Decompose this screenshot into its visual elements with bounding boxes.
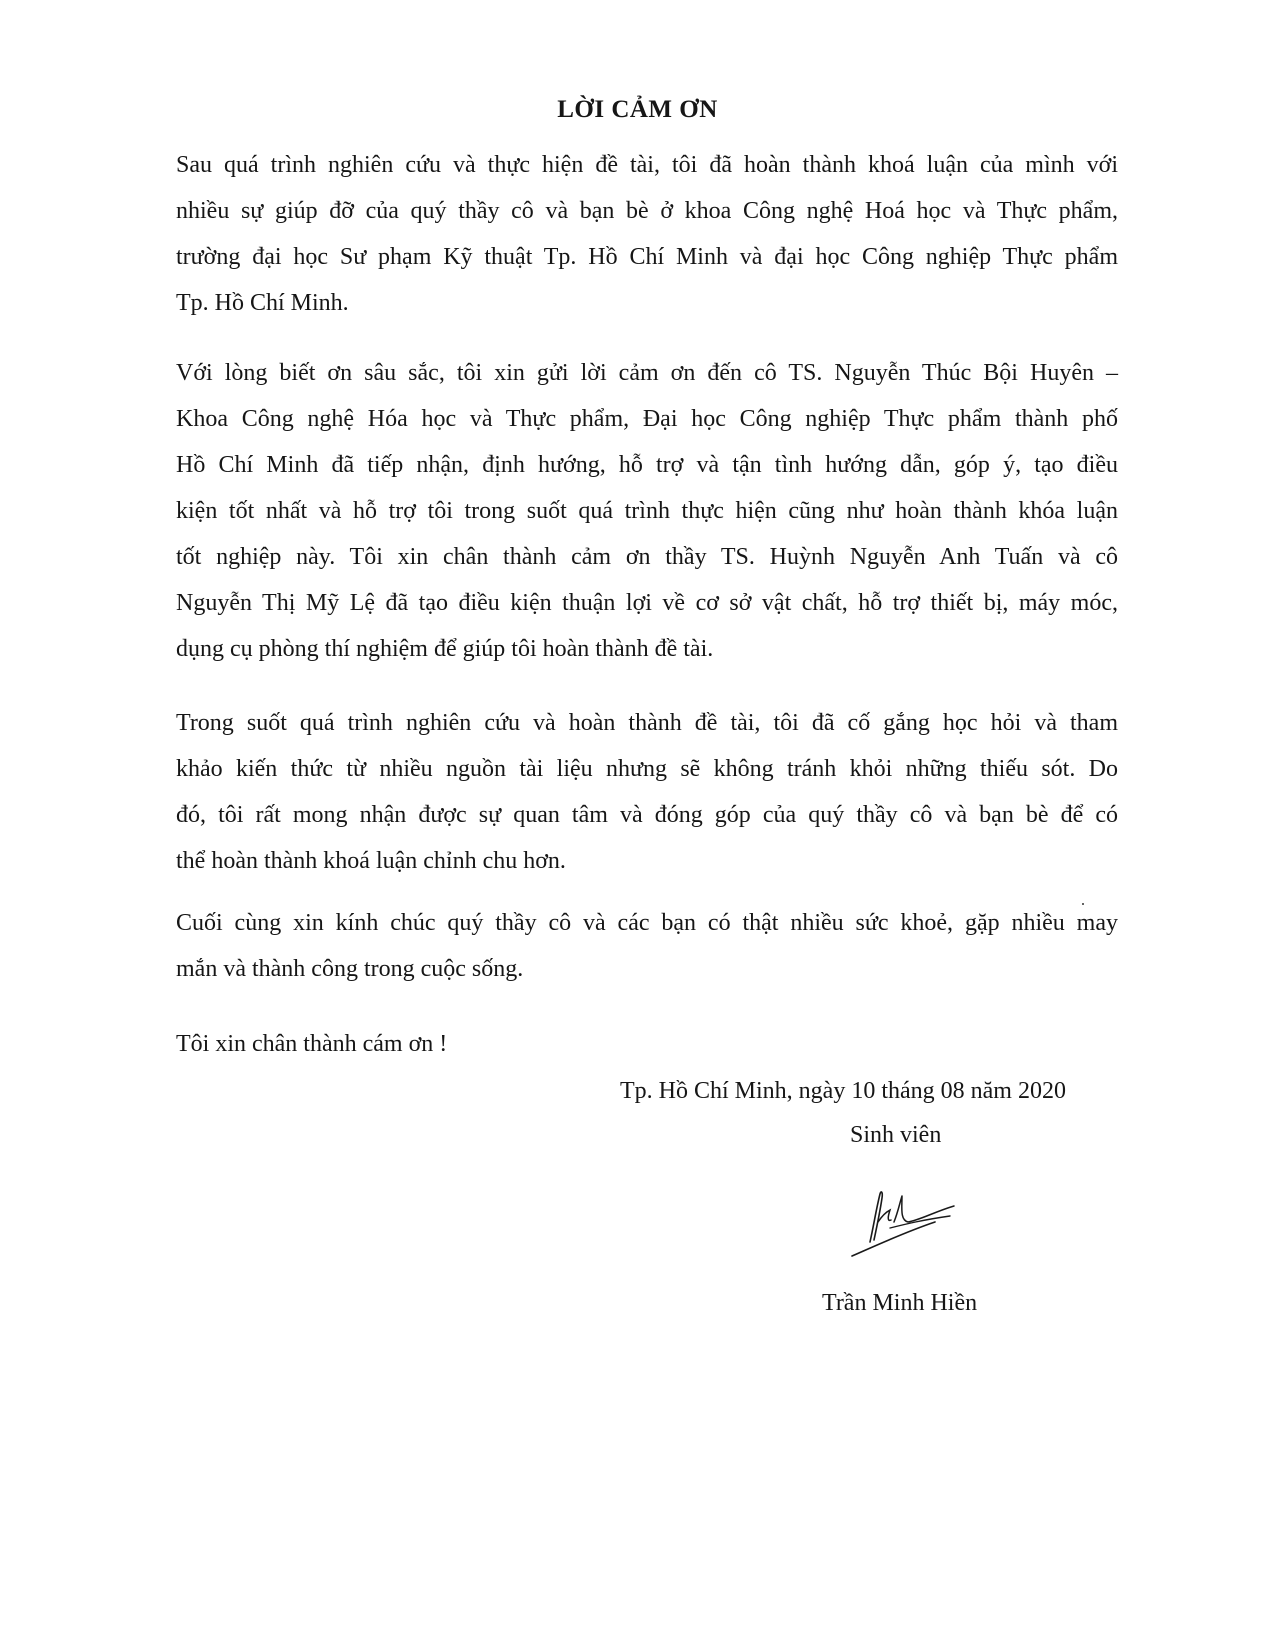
paragraph-line: Trong suốt quá trình nghiên cứu và hoàn thành đề tài, tôi đã cố gắng học hỏi và tham bbox=[176, 710, 1118, 736]
closing-line: Tôi xin chân thành cám ơn ! bbox=[176, 1031, 448, 1057]
paragraph-line: Hồ Chí Minh đã tiếp nhận, định hướng, hỗ trợ và tận tình hướng dẫn, góp ý, tạo điều bbox=[176, 452, 1118, 478]
paragraph-line: thể hoàn thành khoá luận chỉnh chu hơn. bbox=[176, 848, 566, 874]
paragraph-3 bbox=[176, 700, 1118, 884]
paragraph-line: trường đại học Sư phạm Kỹ thuật Tp. Hồ Chí Minh và đại học Công nghiệp Thực phẩm bbox=[176, 244, 1118, 270]
paragraph-line: mắn và thành công trong cuộc sống. bbox=[176, 956, 524, 982]
paragraph-line: Cuối cùng xin kính chúc quý thầy cô và các bạn có thật nhiều sức khoẻ, gặp nhiều may bbox=[176, 910, 1118, 936]
paragraph-1 bbox=[176, 142, 1118, 326]
paragraph-line: Với lòng biết ơn sâu sắc, tôi xin gửi lời cảm ơn đến cô TS. Nguyễn Thúc Bội Huyên – bbox=[176, 360, 1118, 386]
paragraph-line: nhiều sự giúp đỡ của quý thầy cô và bạn bè ở khoa Công nghệ Hoá học và Thực phẩm, bbox=[176, 198, 1118, 224]
paragraph-2 bbox=[176, 350, 1118, 672]
paragraph-line: Nguyễn Thị Mỹ Lệ đã tạo điều kiện thuận lợi về cơ sở vật chất, hỗ trợ thiết bị, máy móc, bbox=[176, 590, 1118, 616]
place-date: Tp. Hồ Chí Minh, ngày 10 tháng 08 năm 2020 bbox=[620, 1078, 1066, 1104]
paragraph-line: Sau quá trình nghiên cứu và thực hiện đề tài, tôi đã hoàn thành khoá luận của mình với bbox=[176, 152, 1118, 178]
paragraph-line: đó, tôi rất mong nhận được sự quan tâm và đóng góp của quý thầy cô và bạn bè để có bbox=[176, 802, 1118, 828]
signer-name: Trần Minh Hiền bbox=[822, 1290, 978, 1316]
paragraph-line: tốt nghiệp này. Tôi xin chân thành cảm ơn thầy TS. Huỳnh Nguyễn Anh Tuấn và cô bbox=[176, 544, 1118, 570]
paragraph-line: kiện tốt nhất và hỗ trợ tôi trong suốt quá trình thực hiện cũng như hoàn thành khóa luận bbox=[176, 498, 1118, 524]
scan-speck bbox=[1082, 903, 1084, 905]
paragraph-line: dụng cụ phòng thí nghiệm để giúp tôi hoàn thành đề tài. bbox=[176, 636, 714, 662]
page-title: LỜI CẢM ƠN bbox=[557, 96, 718, 123]
paragraph-line: Khoa Công nghệ Hóa học và Thực phẩm, Đại học Công nghiệp Thực phẩm thành phố bbox=[176, 406, 1118, 432]
paragraph-line: Tp. Hồ Chí Minh. bbox=[176, 290, 349, 316]
handwritten-signature-icon bbox=[850, 1182, 960, 1264]
paragraph-line: khảo kiến thức từ nhiều nguồn tài liệu nhưng sẽ không tránh khỏi những thiếu sót. Do bbox=[176, 756, 1118, 782]
signer-role: Sinh viên bbox=[850, 1122, 942, 1148]
paragraph-4 bbox=[176, 900, 1118, 992]
